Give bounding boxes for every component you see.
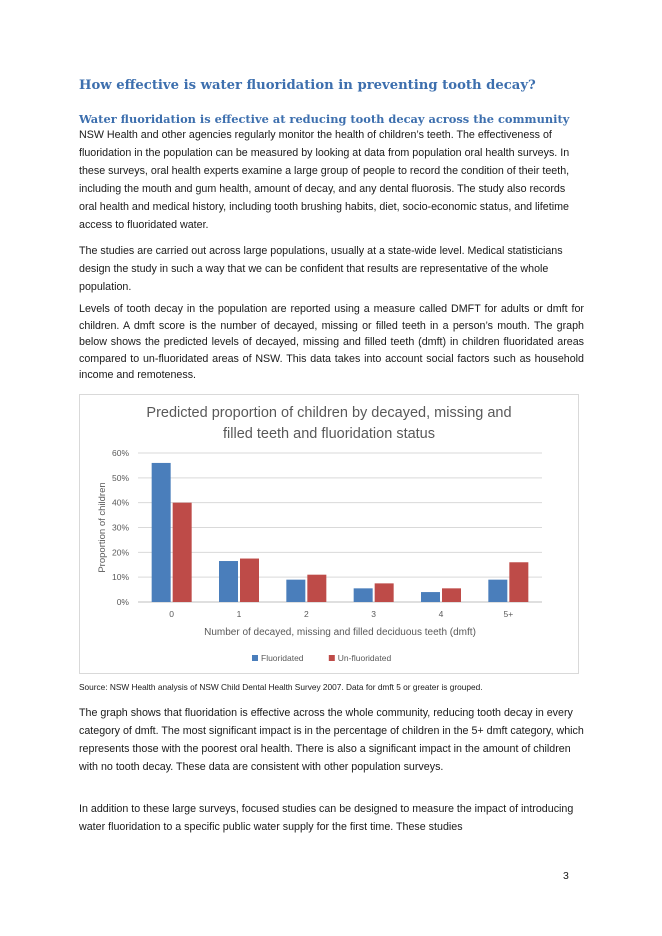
bar-un-fluoridated-0 <box>173 503 192 602</box>
bar-chart <box>80 395 578 673</box>
bar-un-fluoridated-4 <box>442 588 461 602</box>
legend-swatch <box>329 655 335 661</box>
x-tick-label: 0 <box>169 609 175 619</box>
legend-swatch <box>252 655 258 661</box>
chart-title-line: Predicted proportion of children by decayed, missing and <box>146 405 512 421</box>
bar-fluoridated-5plus <box>488 580 507 602</box>
page-number: 3 <box>563 870 569 882</box>
x-tick-label: 2 <box>303 609 309 619</box>
paragraph-study-design: The studies are carried out across large populations, usually at a state-wide level. Medical statisticians design the study in such a way that we can be confident that results are representative of the whole population. <box>79 245 563 293</box>
x-tick-label: 5+ <box>503 609 514 619</box>
y-tick-label: 20% <box>111 547 129 558</box>
paragraph-focused-studies: In addition to these large surveys, focused studies can be designed to measure the impact of introducing water fluoridation to a specific public water supply for the first time. These studies <box>79 803 574 833</box>
bar-un-fluoridated-2 <box>307 575 326 602</box>
bar-fluoridated-1 <box>219 561 238 602</box>
bar-un-fluoridated-3 <box>375 583 394 602</box>
bar-un-fluoridated-5plus <box>509 562 528 602</box>
y-tick-label: 50% <box>111 472 129 483</box>
page-heading: How effective is water fluoridation in preventing tooth decay? <box>79 78 536 93</box>
y-axis-label: Proportion of children <box>97 482 108 573</box>
bar-fluoridated-4 <box>421 592 440 602</box>
y-tick-label: 0% <box>116 597 129 607</box>
bar-fluoridated-2 <box>286 580 305 602</box>
section-subheading: Water fluoridation is effective at reducing tooth decay across the community <box>79 112 570 126</box>
bar-un-fluoridated-1 <box>240 559 259 602</box>
y-tick-label: 40% <box>111 497 129 508</box>
paragraph-surveys: NSW Health and other agencies regularly monitor the health of children’s teeth. The effectiveness of fluoridation in the population can be measured by looking at data from population oral health surveys. In these surveys, oral health experts examine a large group of people to record the condition of their teeth, including the mouth and gum health, amount of decay, and any dental fluorosis. The study also records oral health and medical history, including tooth brushing habits, diet, socio-economic status, and lifetime access to fluoridated water. <box>79 129 570 231</box>
paragraph-graph-summary: The graph shows that fluoridation is effective across the whole community, reducing tooth decay in every category of dmft. The most significant impact is in the percentage of children in the 5+ dmft category, which represents those with the poorest oral health. There is also a significant impact in the amount of children with no tooth decay. These data are consistent with other population surveys. <box>79 707 584 773</box>
paragraph-dmft-measure: Levels of tooth decay in the population are reported using a measure called DMFT for adults or dmft for children. A dmft score is the number of decayed, missing or filled teeth in a person’s mouth. The graph below shows the predicted levels of decayed, missing and filled teeth (dmft) in children fluoridated areas compared to un-fluoridated areas of NSW. This data takes into account social factors such as household income and remoteness. <box>79 303 584 382</box>
x-axis-label: Number of decayed, missing and filled deciduous teeth (dmft) <box>204 627 476 638</box>
chart-source-note: Source: NSW Health analysis of NSW Child Dental Health Survey 2007. Data for dmft 5 or greater is grouped. <box>79 682 483 692</box>
x-tick-label: 3 <box>371 609 377 619</box>
legend-label: Fluoridated <box>261 653 304 663</box>
chart-panel <box>79 394 579 674</box>
y-tick-label: 30% <box>111 522 129 533</box>
y-tick-label: 60% <box>111 448 129 458</box>
bar-fluoridated-0 <box>152 463 171 602</box>
x-tick-label: 4 <box>438 609 444 619</box>
legend-label: Un-fluoridated <box>337 653 392 663</box>
bar-fluoridated-3 <box>354 588 373 602</box>
y-tick-label: 10% <box>111 572 129 583</box>
chart-title-line: filled teeth and fluoridation status <box>223 426 435 442</box>
x-tick-label: 1 <box>236 609 242 619</box>
